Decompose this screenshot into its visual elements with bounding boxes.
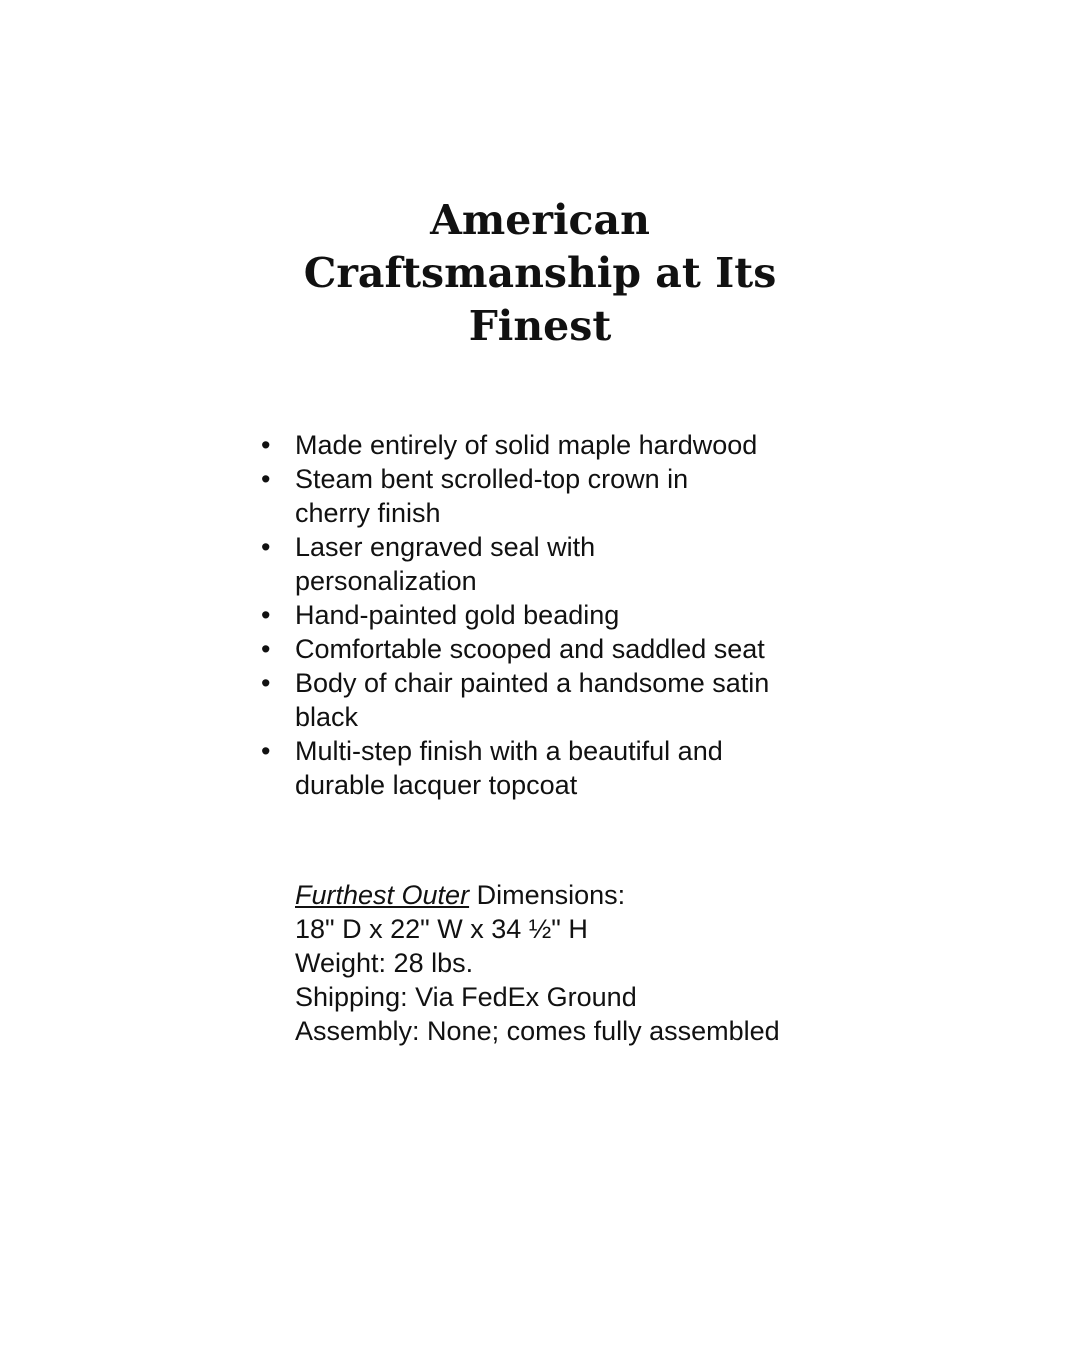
page-title (240, 194, 840, 353)
title-line: Craftsmanship at Its (303, 249, 777, 297)
specifications-block (295, 878, 915, 1048)
feature-list (255, 428, 855, 802)
feature-item (255, 598, 855, 632)
bullet-icon: • (261, 464, 271, 494)
feature-item (255, 666, 855, 734)
feature-text: black (295, 702, 359, 732)
feature-text: Hand-painted gold beading (295, 600, 620, 630)
feature-text: Body of chair painted a handsome satin (295, 668, 770, 698)
feature-text: Steam bent scrolled-top crown in (295, 464, 689, 494)
bullet-icon: • (261, 736, 271, 766)
weight-spec: Weight: 28 lbs. (295, 948, 474, 978)
title-line: American (430, 196, 650, 244)
title-line: Finest (468, 302, 612, 350)
feature-text: Laser engraved seal with (295, 532, 596, 562)
dimensions-heading (295, 878, 915, 912)
feature-item (255, 462, 855, 530)
shipping-spec: Shipping: Via FedEx Ground (295, 982, 637, 1012)
feature-item (255, 428, 855, 462)
feature-item (255, 734, 855, 802)
dimensions-value: 18" D x 22" W x 34 ½" H (295, 914, 588, 944)
bullet-icon: • (261, 668, 271, 698)
feature-text: Multi-step finish with a beautiful and (295, 736, 723, 766)
bullet-icon: • (261, 430, 271, 460)
feature-item (255, 530, 855, 598)
bullet-icon: • (261, 532, 271, 562)
bullet-icon: • (261, 634, 271, 664)
feature-text: cherry finish (295, 498, 441, 528)
feature-text: personalization (295, 566, 477, 596)
feature-text: Made entirely of solid maple hardwood (295, 430, 758, 460)
feature-text: Comfortable scooped and saddled seat (295, 634, 765, 664)
feature-text: durable lacquer topcoat (295, 770, 578, 800)
dimensions-emphasis: Furthest Outer (295, 880, 470, 910)
assembly-spec: Assembly: None; comes fully assembled (295, 1016, 780, 1046)
feature-item (255, 632, 855, 666)
dimensions-label: Dimensions: (469, 880, 626, 910)
bullet-icon: • (261, 600, 271, 630)
